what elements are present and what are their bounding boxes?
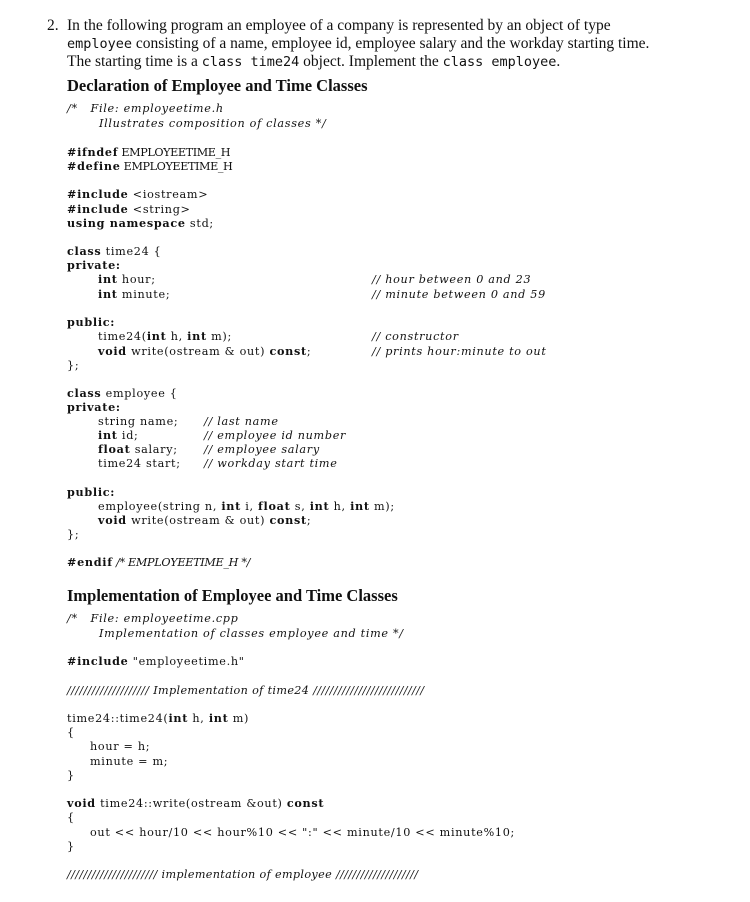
code-file-comment-2: Illustrates composition of classes */ [99, 117, 327, 130]
question-number: 2. [47, 17, 59, 34]
include-keyword: #include [67, 654, 129, 668]
code-public-2: public: [67, 485, 116, 499]
class-keyword: class [67, 244, 102, 258]
void-keyword: void [67, 796, 96, 810]
ifndef-keyword: #ifndef [67, 145, 119, 159]
code-salary-comment: // employee salary [204, 443, 320, 456]
impl-write-signature: time24::write(ostream &out) [95, 797, 287, 810]
int-keyword: int [221, 499, 241, 513]
semicolon: ; [306, 345, 312, 358]
using-arg: std; [185, 217, 214, 230]
code-class-employee [67, 388, 178, 399]
code-close-employee: }; [67, 528, 80, 541]
id-decl: id; [117, 429, 139, 442]
impl-banner-time24: //////////////////// Implementation of time24 /////////////////////////// [67, 684, 425, 697]
ctor-c: m); [206, 330, 232, 343]
int-keyword: int [168, 711, 189, 725]
code-private-2: private: [67, 400, 121, 414]
const-keyword: const [269, 513, 307, 527]
ctor-b: h, [166, 330, 188, 343]
section-heading-declaration: Declaration of Employee and Time Classes [67, 76, 368, 95]
code-include-iostream [67, 189, 208, 200]
code-endif [67, 557, 250, 568]
code-id-comment: // employee id number [204, 429, 347, 442]
code-ctor-comment: // constructor [372, 330, 459, 343]
int-keyword: int [146, 329, 167, 343]
inline-code-class-employee: class employee [442, 54, 557, 70]
code-int-minute [98, 289, 170, 300]
impl-close-brace-1: } [67, 769, 75, 782]
code-close-time24: }; [67, 359, 80, 372]
code-public-1: public: [67, 315, 116, 329]
question-line-3-c: . [556, 53, 561, 70]
impl-banner-employee: ////////////////////// implementation of employee //////////////////// [67, 868, 419, 881]
endif-keyword: #endif [67, 555, 113, 569]
code-using-namespace [67, 218, 214, 229]
int-keyword: int [208, 711, 229, 725]
emp-ctor-b: i, [241, 500, 259, 513]
class-name: time24 { [101, 245, 162, 258]
ifndef-arg: EMPLOYEETIME_H [118, 146, 231, 159]
const-keyword: const [286, 796, 325, 810]
class-name: employee { [101, 387, 178, 400]
question-line-3-a: The starting time is a [67, 53, 202, 70]
inline-code-employee: employee [67, 36, 133, 52]
include-arg: <iostream> [128, 188, 209, 201]
code-name-comment: // last name [204, 415, 279, 428]
question-line-2 [67, 36, 649, 52]
ctor-a: time24( [98, 330, 147, 343]
question-line-3 [67, 54, 560, 70]
int-keyword: int [98, 287, 118, 301]
void-keyword: void [98, 344, 127, 358]
const-keyword: const [269, 344, 307, 358]
impl-ctor-b: h, [188, 712, 209, 725]
endif-comment: /* EMPLOYEETIME_H */ [112, 556, 251, 569]
impl-time24-ctor [67, 713, 249, 724]
inline-code-class-time24: class time24 [201, 54, 300, 70]
question-line-3-b: object. Implement the [299, 53, 443, 70]
int-keyword: int [187, 329, 207, 343]
emp-ctor-c: s, [290, 500, 310, 513]
code-name-decl: string name; [98, 415, 179, 428]
include-keyword: #include [67, 187, 129, 201]
int-keyword: int [98, 428, 118, 442]
include-keyword: #include [67, 202, 129, 216]
emp-ctor-a: employee(string n, [98, 500, 222, 513]
code-time24-write-decl [98, 346, 311, 357]
include-arg: "employeetime.h" [128, 655, 245, 668]
impl-write-body: out << hour/10 << hour%10 << ":" << minute/10 << minute%10; [90, 826, 516, 839]
code-write-comment: // prints hour:minute to out [372, 345, 547, 358]
code-minute-comment: // minute between 0 and 59 [372, 288, 546, 301]
semicolon: ; [306, 514, 312, 527]
void-keyword: void [98, 513, 127, 527]
code-start-comment: // workday start time [204, 457, 338, 470]
include-arg: <string> [128, 203, 191, 216]
define-arg: EMPLOYEETIME_H [120, 160, 233, 173]
impl-hour-assign: hour = h; [90, 740, 151, 753]
impl-ctor-c: m) [228, 712, 250, 725]
question-line-1: In the following program an employee of a company is represented by an object of type [67, 17, 611, 34]
impl-file-comment-2: Implementation of classes employee and time */ [99, 627, 404, 640]
code-start-decl: time24 start; [98, 457, 181, 470]
section-heading-implementation: Implementation of Employee and Time Classes [67, 586, 398, 605]
code-employee-ctor-decl [98, 501, 395, 512]
impl-minute-assign: minute = m; [90, 755, 169, 768]
int-keyword: int [98, 272, 118, 286]
code-hour-comment: // hour between 0 and 23 [372, 273, 532, 286]
define-keyword: #define [67, 159, 121, 173]
code-employee-write-decl [98, 515, 311, 526]
code-ifndef [67, 147, 230, 158]
code-time24-ctor-decl [98, 331, 232, 342]
impl-open-brace-2: { [67, 811, 75, 824]
emp-ctor-e: m); [369, 500, 395, 513]
int-keyword: int [309, 499, 330, 513]
code-include-string [67, 204, 191, 215]
float-keyword: float [98, 442, 131, 456]
write-signature: write(ostream & out) [126, 514, 270, 527]
salary-decl: salary; [130, 443, 178, 456]
impl-time24-write [67, 798, 324, 809]
emp-ctor-d: h, [329, 500, 351, 513]
class-keyword: class [67, 386, 102, 400]
impl-open-brace-1: { [67, 726, 75, 739]
impl-include [67, 656, 245, 667]
code-int-hour [98, 274, 156, 285]
code-private-1: private: [67, 258, 121, 272]
code-id-decl [98, 430, 139, 441]
write-signature: write(ostream & out) [126, 345, 270, 358]
minute-decl: minute; [117, 288, 171, 301]
code-salary-decl [98, 444, 178, 455]
code-file-comment-1: /* File: employeetime.h [67, 102, 224, 115]
code-class-time24 [67, 246, 162, 257]
int-keyword: int [350, 499, 370, 513]
float-keyword: float [258, 499, 291, 513]
question-line-2-text: consisting of a name, employee id, employee salary and the workday starting time. [132, 35, 650, 52]
impl-ctor-a: time24::time24( [67, 712, 169, 725]
hour-decl: hour; [117, 273, 156, 286]
code-define [67, 161, 232, 172]
impl-close-brace-2: } [67, 840, 75, 853]
impl-file-comment-1: /* File: employeetime.cpp [67, 612, 239, 625]
using-keyword: using namespace [67, 216, 186, 230]
